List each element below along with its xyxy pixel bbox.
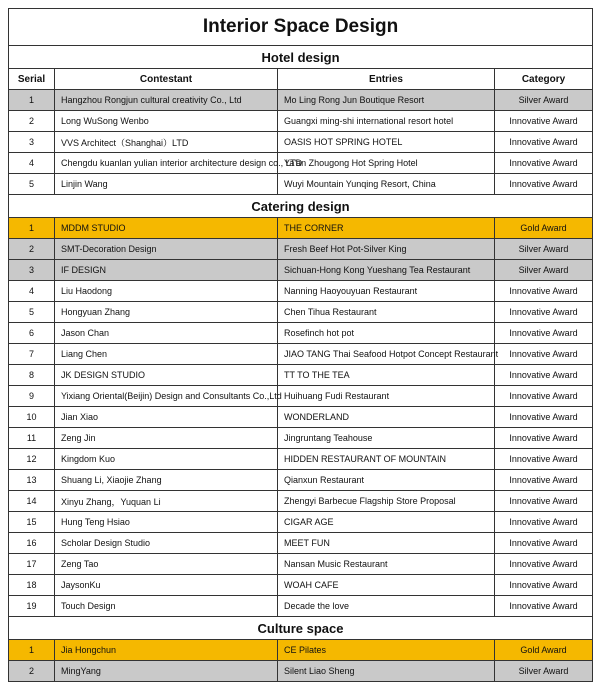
category-cell: Innovative Award	[495, 153, 593, 174]
contestant-cell: Liang Chen	[55, 344, 278, 365]
category-cell: Silver Award	[495, 260, 593, 281]
category-cell: Innovative Award	[495, 302, 593, 323]
category-cell: Innovative Award	[495, 428, 593, 449]
contestant-cell: Touch Design	[55, 596, 278, 617]
category-cell: Innovative Award	[495, 111, 593, 132]
category-cell: Innovative Award	[495, 470, 593, 491]
section-heading: Hotel design	[9, 46, 593, 69]
serial-cell: 1	[9, 218, 55, 239]
table-row	[9, 640, 593, 661]
category-cell: Innovative Award	[495, 596, 593, 617]
serial-cell: 15	[9, 512, 55, 533]
serial-cell: 7	[9, 344, 55, 365]
category-cell: Gold Award	[495, 640, 593, 661]
entry-cell: HIDDEN RESTAURANT OF MOUNTAIN	[278, 449, 495, 470]
table-row	[9, 260, 593, 281]
category-cell: Silver Award	[495, 661, 593, 682]
header-serial: Serial	[9, 69, 55, 90]
contestant-cell: VVS Architect（Shanghai）LTD	[55, 132, 278, 153]
entry-cell: CIGAR AGE	[278, 512, 495, 533]
entry-cell: CE Pilates	[278, 640, 495, 661]
entry-cell: Jingruntang Teahouse	[278, 428, 495, 449]
table-row	[9, 533, 593, 554]
category-cell: Innovative Award	[495, 281, 593, 302]
contestant-cell: MingYang	[55, 661, 278, 682]
category-cell: Innovative Award	[495, 512, 593, 533]
serial-cell: 2	[9, 661, 55, 682]
table-row	[9, 596, 593, 617]
serial-cell: 3	[9, 132, 55, 153]
table-row	[9, 428, 593, 449]
contestant-cell: JK DESIGN STUDIO	[55, 365, 278, 386]
table-row	[9, 281, 593, 302]
category-cell: Innovative Award	[495, 323, 593, 344]
entry-cell: Mo Ling Rong Jun Boutique Resort	[278, 90, 495, 111]
table-row	[9, 470, 593, 491]
category-cell: Innovative Award	[495, 554, 593, 575]
entry-cell: THE CORNER	[278, 218, 495, 239]
serial-cell: 14	[9, 491, 55, 512]
entry-cell: Fresh Beef Hot Pot-Silver King	[278, 239, 495, 260]
category-cell: Innovative Award	[495, 344, 593, 365]
contestant-cell: Hung Teng Hsiao	[55, 512, 278, 533]
serial-cell: 12	[9, 449, 55, 470]
contestant-cell: Zeng Jin	[55, 428, 278, 449]
table-row	[9, 132, 593, 153]
header-entries: Entries	[278, 69, 495, 90]
table-row	[9, 365, 593, 386]
contestant-cell: SMT-Decoration Design	[55, 239, 278, 260]
entry-cell: Chen Tihua Restaurant	[278, 302, 495, 323]
serial-cell: 9	[9, 386, 55, 407]
contestant-cell: Yixiang Oriental(Beijin) Design and Consultants Co.,Ltd	[55, 386, 278, 407]
serial-cell: 2	[9, 239, 55, 260]
serial-cell: 1	[9, 640, 55, 661]
serial-cell: 5	[9, 174, 55, 195]
entry-cell: Zhengyi Barbecue Flagship Store Proposal	[278, 491, 495, 512]
serial-cell: 3	[9, 260, 55, 281]
category-cell: Gold Award	[495, 218, 593, 239]
section-heading: Culture space	[9, 617, 593, 640]
table-row	[9, 344, 593, 365]
entry-cell: Huihuang Fudi Restaurant	[278, 386, 495, 407]
entry-cell: Guangxi ming-shi international resort hotel	[278, 111, 495, 132]
contestant-cell: IF DESIGN	[55, 260, 278, 281]
contestant-cell: Jia Hongchun	[55, 640, 278, 661]
serial-cell: 19	[9, 596, 55, 617]
contestant-cell: JaysonKu	[55, 575, 278, 596]
table-row	[9, 239, 593, 260]
contestant-cell: Kingdom Kuo	[55, 449, 278, 470]
serial-cell: 17	[9, 554, 55, 575]
section-heading-row	[9, 46, 593, 69]
table-row	[9, 449, 593, 470]
awards-table	[8, 8, 593, 682]
contestant-cell: Linjin Wang	[55, 174, 278, 195]
contestant-cell: Hongyuan Zhang	[55, 302, 278, 323]
serial-cell: 5	[9, 302, 55, 323]
category-cell: Innovative Award	[495, 386, 593, 407]
section-heading-row	[9, 617, 593, 640]
table-row	[9, 512, 593, 533]
contestant-cell: MDDM STUDIO	[55, 218, 278, 239]
entry-cell: Silent Liao Sheng	[278, 661, 495, 682]
entry-cell: Qianxun Restaurant	[278, 470, 495, 491]
category-cell: Innovative Award	[495, 174, 593, 195]
entry-cell: TT TO THE TEA	[278, 365, 495, 386]
category-cell: Innovative Award	[495, 491, 593, 512]
entry-cell: Wuyi Mountain Yunqing Resort, China	[278, 174, 495, 195]
column-header-row	[9, 69, 593, 90]
table-row	[9, 111, 593, 132]
entry-cell: JIAO TANG Thai Seafood Hotpot Concept Restaurant	[278, 344, 495, 365]
table-row	[9, 153, 593, 174]
title-row	[9, 9, 593, 46]
entry-cell: MEET FUN	[278, 533, 495, 554]
serial-cell: 2	[9, 111, 55, 132]
header-contestant: Contestant	[55, 69, 278, 90]
section-heading-row	[9, 195, 593, 218]
category-cell: Innovative Award	[495, 132, 593, 153]
contestant-cell: Liu Haodong	[55, 281, 278, 302]
entry-cell: WONDERLAND	[278, 407, 495, 428]
category-cell: Innovative Award	[495, 407, 593, 428]
contestant-cell: Shuang Li, Xiaojie Zhang	[55, 470, 278, 491]
serial-cell: 6	[9, 323, 55, 344]
table-row	[9, 407, 593, 428]
category-cell: Innovative Award	[495, 533, 593, 554]
serial-cell: 10	[9, 407, 55, 428]
contestant-cell: Hangzhou Rongjun cultural creativity Co., Ltd	[55, 90, 278, 111]
category-cell: Innovative Award	[495, 365, 593, 386]
serial-cell: 13	[9, 470, 55, 491]
entry-cell: WOAH CAFE	[278, 575, 495, 596]
contestant-cell: Long WuSong Wenbo	[55, 111, 278, 132]
table-row	[9, 174, 593, 195]
serial-cell: 16	[9, 533, 55, 554]
category-cell: Innovative Award	[495, 575, 593, 596]
table-row	[9, 90, 593, 111]
entry-cell: Decade the love	[278, 596, 495, 617]
table-row	[9, 554, 593, 575]
contestant-cell: Xinyu Zhang，Yuquan Li	[55, 491, 278, 512]
table-row	[9, 218, 593, 239]
page-title: Interior Space Design	[9, 9, 593, 46]
table-row	[9, 302, 593, 323]
header-category: Category	[495, 69, 593, 90]
serial-cell: 4	[9, 281, 55, 302]
contestant-cell: Zeng Tao	[55, 554, 278, 575]
table-row	[9, 323, 593, 344]
category-cell: Silver Award	[495, 90, 593, 111]
serial-cell: 11	[9, 428, 55, 449]
contestant-cell: Chengdu kuanlan yulian interior architecture design co., LTD	[55, 153, 278, 174]
contestant-cell: Jian Xiao	[55, 407, 278, 428]
contestant-cell: Scholar Design Studio	[55, 533, 278, 554]
entry-cell: OASIS HOT SPRING HOTEL	[278, 132, 495, 153]
entry-cell: Nanning Haoyouyuan Restaurant	[278, 281, 495, 302]
category-cell: Innovative Award	[495, 449, 593, 470]
section-heading: Catering design	[9, 195, 593, 218]
table-row	[9, 491, 593, 512]
serial-cell: 18	[9, 575, 55, 596]
award-sheet	[8, 8, 592, 682]
entry-cell: Ya'an Zhougong Hot Spring Hotel	[278, 153, 495, 174]
serial-cell: 4	[9, 153, 55, 174]
contestant-cell: Jason Chan	[55, 323, 278, 344]
serial-cell: 1	[9, 90, 55, 111]
table-row	[9, 386, 593, 407]
entry-cell: Sichuan-Hong Kong Yueshang Tea Restaurant	[278, 260, 495, 281]
entry-cell: Rosefinch hot pot	[278, 323, 495, 344]
table-row	[9, 575, 593, 596]
entry-cell: Nansan Music Restaurant	[278, 554, 495, 575]
category-cell: Silver Award	[495, 239, 593, 260]
table-row	[9, 661, 593, 682]
serial-cell: 8	[9, 365, 55, 386]
